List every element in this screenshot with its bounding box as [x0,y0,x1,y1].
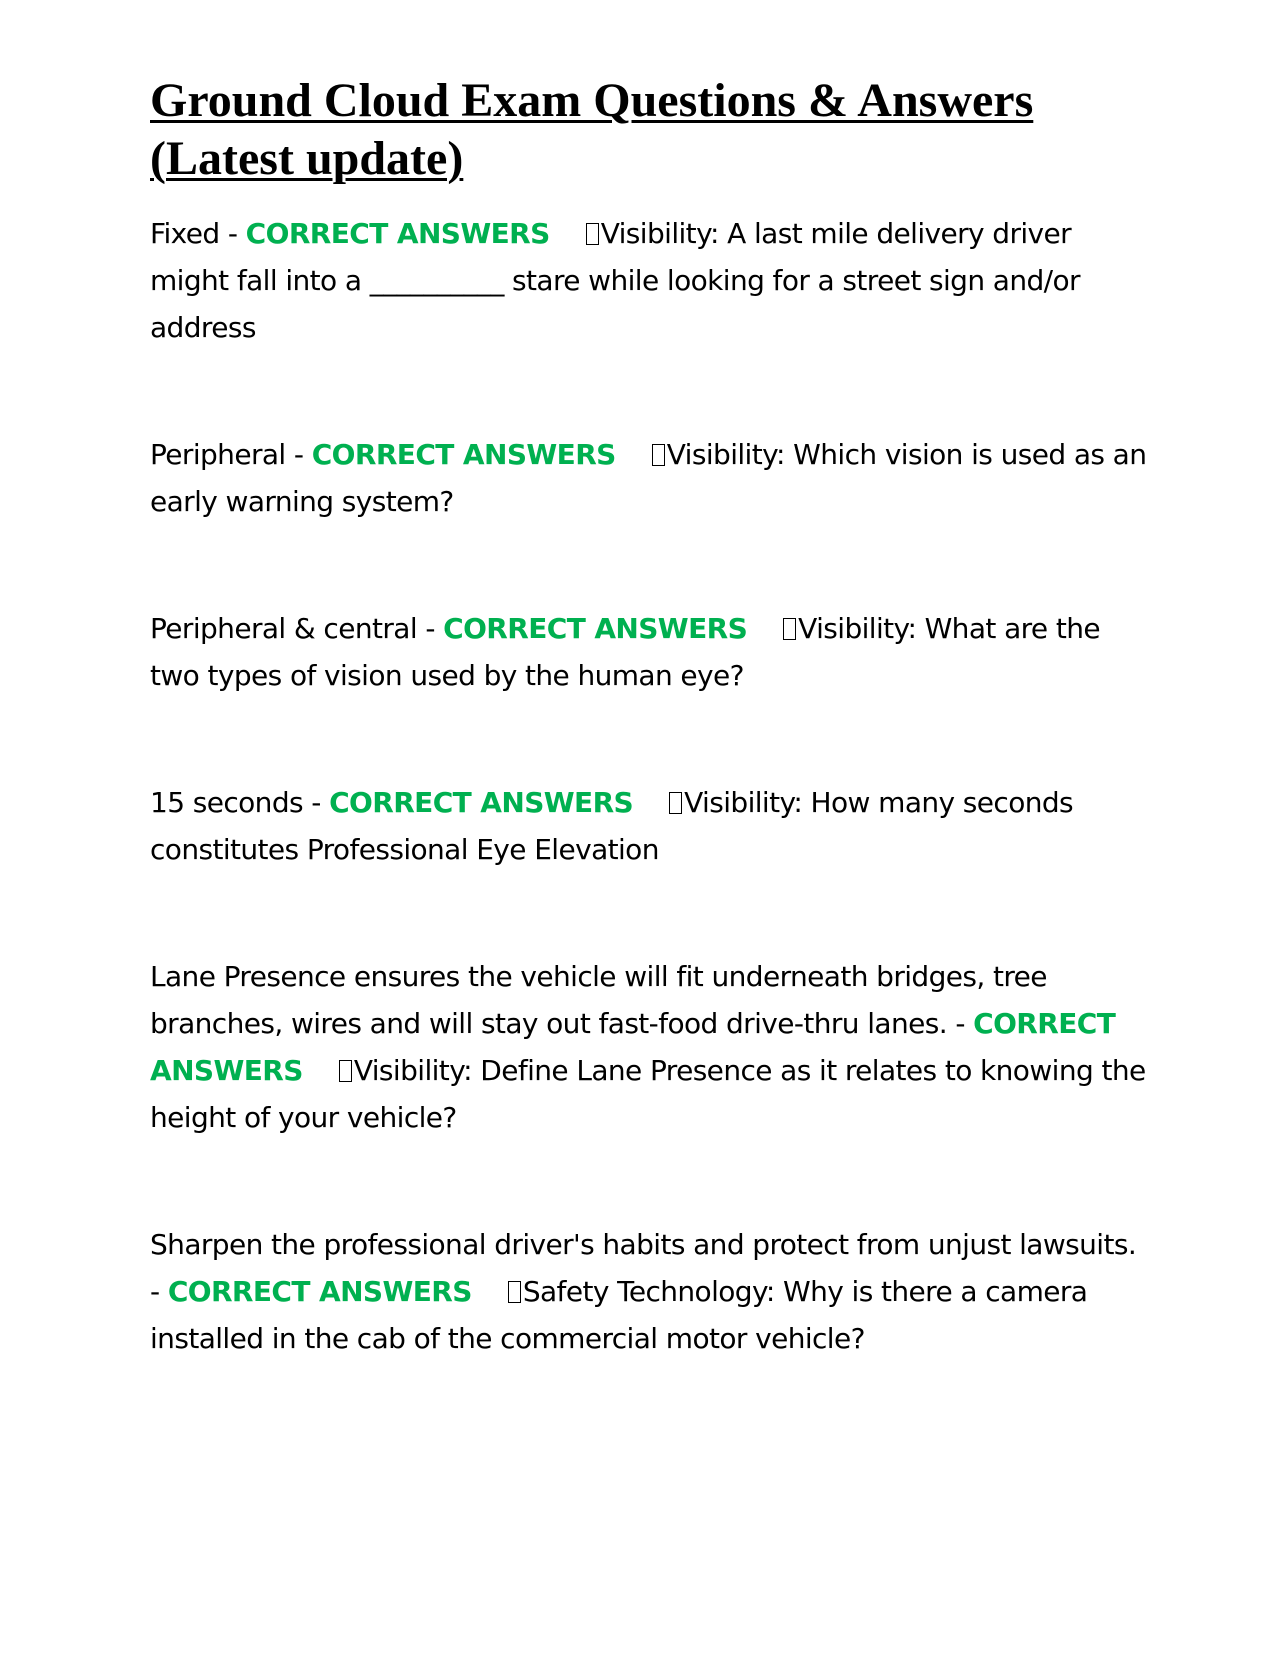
question-text: Visibility: A last mile delivery driver might fall into a __________ stare while looking for a street sign and/or address [150,217,1080,344]
answer-text: 15 seconds - [150,786,330,819]
answer-text: Fixed - [150,217,246,250]
qa-item [150,210,1150,351]
document-title [150,72,1150,188]
title-line-2: (Latest update) [150,132,464,185]
missing-glyph-box-icon [586,223,599,245]
question-text: Visibility: How many seconds constitutes Professional Eye Elevation [150,786,1074,866]
title-line-1: Ground Cloud Exam Questions & Answers [150,74,1034,127]
answer-text: Peripheral - [150,438,312,471]
qa-item [150,1221,1150,1362]
qa-item [150,605,1150,699]
qa-item [150,431,1150,525]
answer-text: Sharpen the professional driver's habits and protect from unjust lawsuits. - [150,1228,1137,1308]
missing-glyph-box-icon [783,618,796,640]
correct-answers-label: CORRECT ANSWERS [167,1275,472,1308]
missing-glyph-box-icon [669,792,682,814]
answer-text: Peripheral & central - [150,612,444,645]
missing-glyph-box-icon [508,1281,521,1303]
missing-glyph-box-icon [339,1060,352,1082]
question-text: Visibility: What are the two types of vision used by the human eye? [150,612,1101,692]
correct-answers-label: CORRECT ANSWERS [329,786,634,819]
question-text: Safety Technology: Why is there a camera installed in the cab of the commercial motor vehicle? [150,1275,1088,1355]
question-text: Visibility: Which vision is used as an early warning system? [150,438,1147,518]
qa-item [150,953,1150,1141]
correct-answers-label: CORRECT ANSWERS [150,1007,1116,1087]
correct-answers-label: CORRECT ANSWERS [245,217,550,250]
qa-item [150,779,1150,873]
document-page [150,72,1150,1442]
correct-answers-label: CORRECT ANSWERS [311,438,616,471]
missing-glyph-box-icon [652,444,665,466]
answer-text: Lane Presence ensures the vehicle will fit underneath bridges, tree branches, wires and will stay out fast-food drive-thru lanes. - [150,960,1047,1040]
correct-answers-label: CORRECT ANSWERS [443,612,748,645]
question-text: Visibility: Define Lane Presence as it relates to knowing the height of your vehicle? [150,1054,1146,1134]
